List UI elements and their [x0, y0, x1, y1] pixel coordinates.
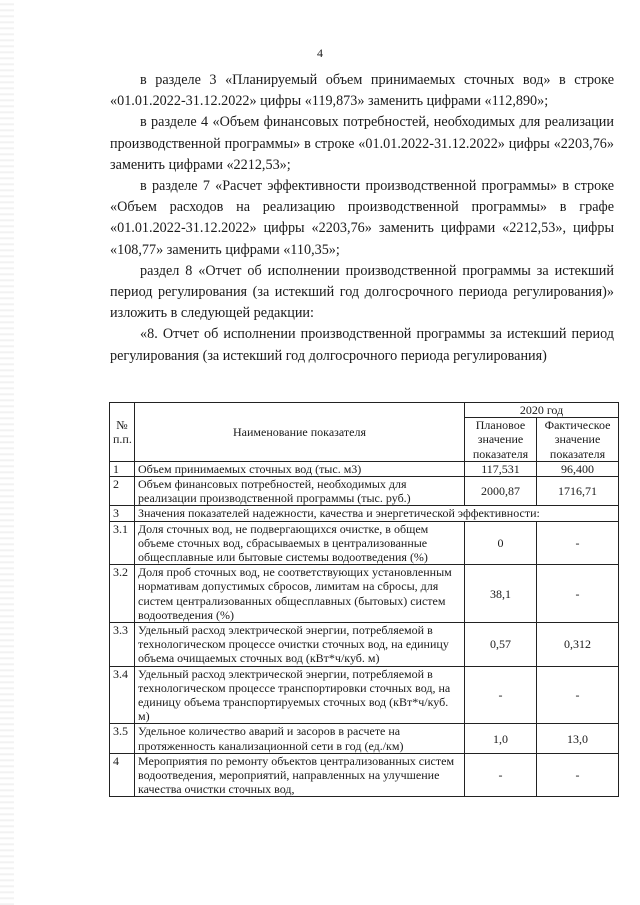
row-fact: -	[537, 565, 619, 623]
row-name: Объем финансовых потребностей, необходимых для реализации производственной программы (тыс. руб.)	[135, 477, 465, 506]
row-number: 3.2	[110, 565, 135, 623]
paragraph-section-3: в разделе 3 «Планируемый объем принимаемых сточных вод» в строке «01.01.2022-31.12.2022» цифры «119,873» заменить цифрами «112,890»;	[110, 72, 614, 110]
row-fact: -	[537, 521, 619, 565]
table-row	[110, 666, 619, 724]
row-number: 3	[110, 506, 135, 521]
header-number: № п.п.	[110, 403, 135, 462]
row-fact: 0,312	[537, 623, 619, 667]
row-number: 1	[110, 461, 135, 476]
row-plan: 38,1	[465, 565, 537, 623]
paragraph-section-7: в разделе 7 «Расчет эффективности производственной программы» в строке «Объем расходов на реализацию производственной программы» в графе «01.01.2022-31.12.2022» цифры «2203,76» заменить цифрами «2212,53», цифры «108,77» заменить цифрами «110,35»;	[110, 178, 614, 258]
row-name: Удельный расход электрической энергии, потребляемой в технологическом процессе очистки сточных вод, на единицу объема очищаемых сточных вод (кВт*ч/куб. м)	[135, 623, 465, 667]
row-number: 4	[110, 753, 135, 797]
page-number: 4	[317, 46, 323, 60]
row-plan: 2000,87	[465, 477, 537, 506]
row-name: Доля сточных вод, не подвергающихся очистке, в общем объеме сточных вод, сбрасываемых в централизованные общесплавные или бытовые системы водоотведения (%)	[135, 521, 465, 565]
row-fact: 1716,71	[537, 477, 619, 506]
paragraph-section-4: в разделе 4 «Объем финансовых потребностей, необходимых для реализации производственной программы» в строке «01.01.2022-31.12.2022» цифры «2203,76» заменить цифрами «2212,53»;	[110, 114, 614, 173]
table-row	[110, 521, 619, 565]
row-fact: -	[537, 753, 619, 797]
row-name: Доля проб сточных вод, не соответствующих установленным нормативам допустимых сбросов, лимитам на сбросы, для систем централизованных общесплавных (бытовых) систем водоотведения (%)	[135, 565, 465, 623]
row-name: Значения показателей надежности, качества и энергетической эффективности:	[135, 506, 619, 521]
row-number: 2	[110, 477, 135, 506]
row-name: Объем принимаемых сточных вод (тыс. м3)	[135, 461, 465, 476]
row-plan: 117,531	[465, 461, 537, 476]
row-plan: -	[465, 666, 537, 724]
row-number: 3.3	[110, 623, 135, 667]
paragraph-section-8: раздел 8 «Отчет об исполнении производственной программы за истекший период регулирования (за истекший год долгосрочного периода регулирования)» изложить в следующей редакции:	[110, 262, 614, 322]
table-row	[110, 623, 619, 667]
table-header-row	[110, 403, 619, 418]
row-number: 3.5	[110, 724, 135, 753]
table-row	[110, 565, 619, 623]
header-year: 2020 год	[465, 403, 619, 418]
header-name: Наименование показателя	[135, 403, 465, 462]
table-row	[110, 461, 619, 476]
row-plan: 1,0	[465, 724, 537, 753]
scan-edge	[0, 0, 14, 905]
report-table	[109, 402, 619, 797]
row-number: 3.4	[110, 666, 135, 724]
table-row	[110, 477, 619, 506]
section-8-heading: «8. Отчет об исполнении производственной программы за истекший период регулирования (за истекший год долгосрочного периода регулирования)	[110, 326, 614, 364]
row-fact: 13,0	[537, 724, 619, 753]
row-name: Мероприятия по ремонту объектов централизованных систем водоотведения, мероприятий, направленных на улучшение качества очистки сточных вод,	[135, 753, 465, 797]
row-name: Удельное количество аварий и засоров в расчете на протяженность канализационной сети в год (ед./км)	[135, 724, 465, 753]
row-plan: -	[465, 753, 537, 797]
table-row	[110, 506, 619, 521]
amendment-text	[110, 70, 614, 367]
row-fact: -	[537, 666, 619, 724]
row-plan: 0,57	[465, 623, 537, 667]
row-number: 3.1	[110, 521, 135, 565]
header-plan: Плановое значение показателя	[465, 418, 537, 462]
row-fact: 96,400	[537, 461, 619, 476]
table-row	[110, 724, 619, 753]
table-row	[110, 753, 619, 797]
row-name: Удельный расход электрической энергии, потребляемой в технологическом процессе транспортировки сточных вод, на единицу объема транспортируемых сточных вод (кВт*ч/куб. м)	[135, 666, 465, 724]
row-plan: 0	[465, 521, 537, 565]
header-fact: Фактическое значение показателя	[537, 418, 619, 462]
